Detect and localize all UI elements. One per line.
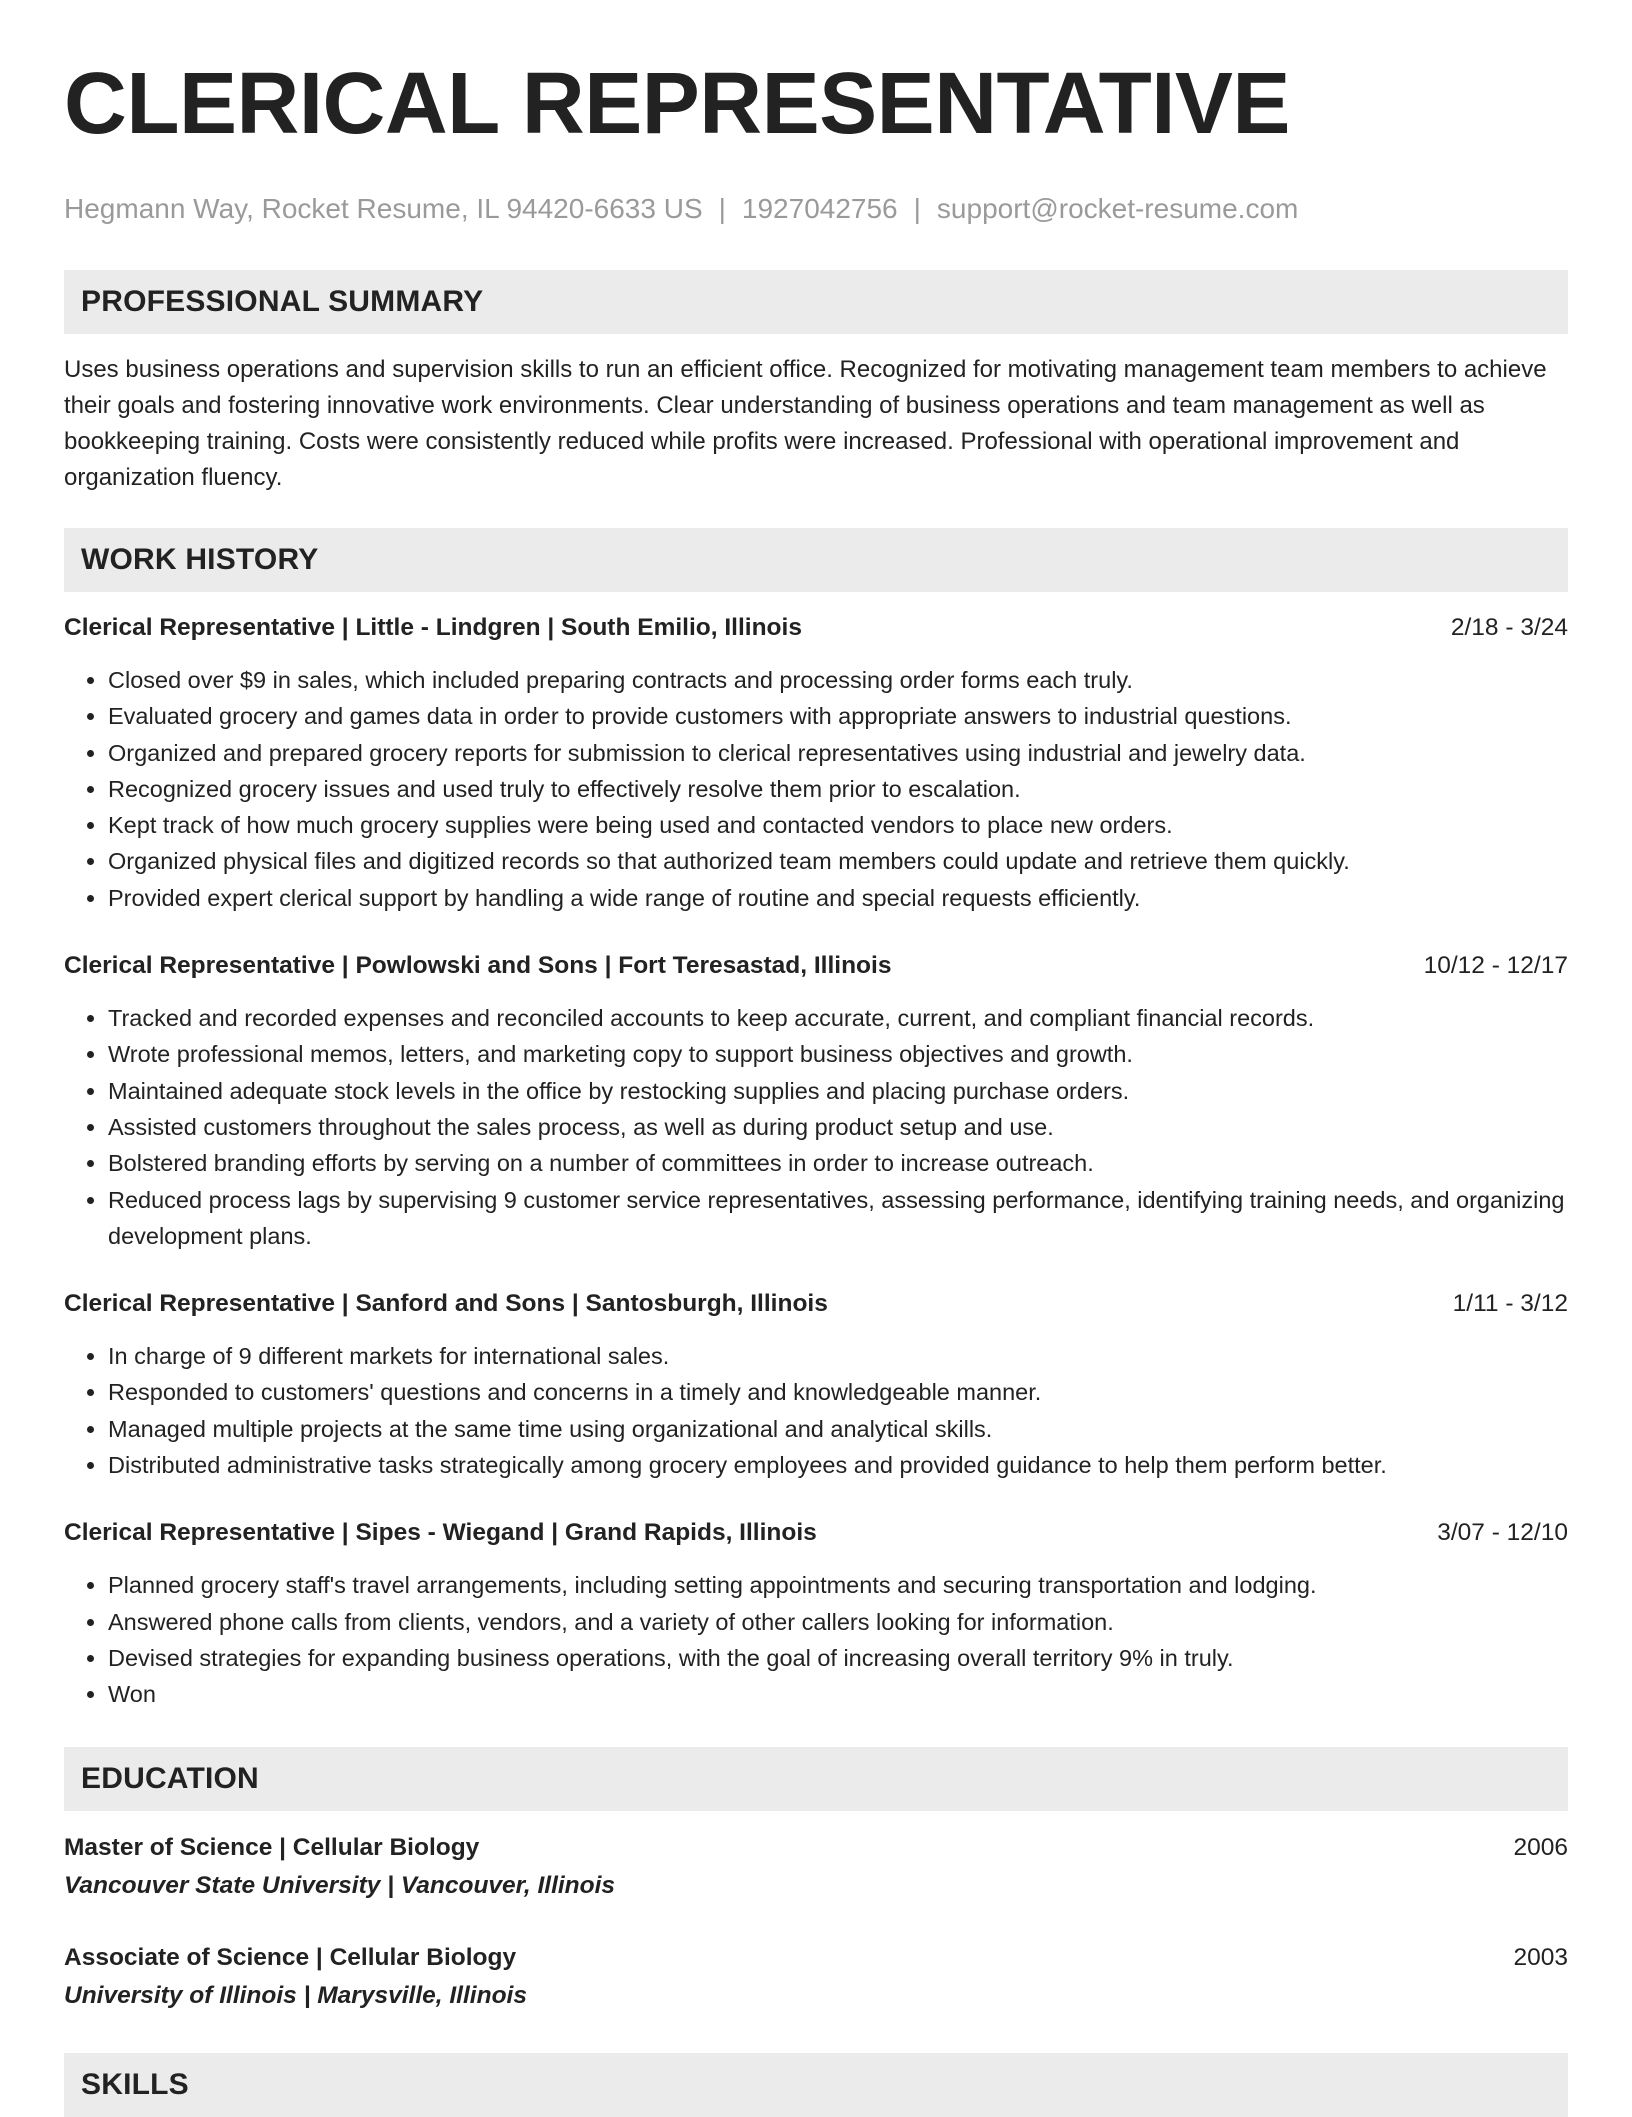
job-entry (64, 948, 1568, 1254)
contact-separator: | (913, 193, 921, 224)
section-summary-header (64, 270, 1568, 334)
job-entry (64, 1286, 1568, 1483)
job-bullet: • In charge of 9 different markets for international sales. (108, 1338, 1568, 1374)
contact-address: Hegmann Way, Rocket Resume, IL 94420-6633 US (64, 193, 703, 224)
job-bullets (64, 1338, 1568, 1483)
job-bullet: • Recognized grocery issues and used truly to effectively resolve them prior to escalation. (108, 771, 1568, 807)
job-bullets (64, 662, 1568, 916)
job-bullet: • Maintained adequate stock levels in the office by restocking supplies and placing purchase orders. (108, 1073, 1568, 1109)
job-title: Clerical Representative | Sanford and Sons | Santosburgh, Illinois (64, 1290, 828, 1318)
job-dates: 3/07 - 12/10 (1437, 1519, 1568, 1547)
job-entry (64, 610, 1568, 916)
job-bullet: • Managed multiple projects at the same time using organizational and analytical skills. (108, 1411, 1568, 1447)
contact-line (64, 192, 1568, 226)
job-bullet: • Devised strategies for expanding business operations, with the goal of increasing overall territory 9% in truly. (108, 1640, 1568, 1676)
job-header (64, 1286, 1568, 1322)
job-bullet: • Closed over $9 in sales, which included preparing contracts and processing order forms each truly. (108, 662, 1568, 698)
education-header (64, 1829, 1568, 1867)
job-bullet: • Organized physical files and digitized records so that authorized team members could update and retrieve them quickly. (108, 843, 1568, 879)
contact-phone: 1927042756 (741, 193, 898, 224)
contact-separator: | (718, 193, 726, 224)
job-bullet: • Provided expert clerical support by handling a wide range of routine and special requests efficiently. (108, 880, 1568, 916)
job-bullet: • Tracked and recorded expenses and reconciled accounts to keep accurate, current, and compliant financial records. (108, 1000, 1568, 1036)
section-skills-title: SKILLS (81, 2067, 189, 2101)
section-work-header (64, 528, 1568, 592)
education-year: 2003 (1513, 1943, 1568, 1971)
section-education-header (64, 1747, 1568, 1811)
education-year: 2006 (1513, 1833, 1568, 1861)
job-title: Clerical Representative | Powlowski and Sons | Fort Teresastad, Illinois (64, 952, 892, 980)
job-bullet: • Distributed administrative tasks strategically among grocery employees and provided guidance to help them perform better. (108, 1447, 1568, 1483)
job-bullet: • Bolstered branding efforts by serving on a number of committees in order to increase outreach. (108, 1145, 1568, 1181)
job-bullet: • Reduced process lags by supervising 9 customer service representatives, assessing performance, identifying training needs, and organizing development plans. (108, 1182, 1568, 1255)
job-bullets (64, 1000, 1568, 1254)
education-degree: Associate of Science | Cellular Biology (64, 1943, 517, 1971)
section-work-title: WORK HISTORY (81, 543, 319, 576)
job-bullet: • Wrote professional memos, letters, and marketing copy to support business objectives and growth. (108, 1036, 1568, 1072)
job-bullet: • Responded to customers' questions and concerns in a timely and knowledgeable manner. (108, 1374, 1568, 1410)
education-degree: Master of Science | Cellular Biology (64, 1833, 480, 1861)
summary-text: Uses business operations and supervision skills to run an efficient office. Recognized for motivating management team members to achieve their goals and fostering innovative work environments. Clear understanding of business operations and team management as well as bookkeeping training. Costs were consistently reduced while profits were increased. Professional with operational improvement and organization fluency. (64, 356, 1547, 491)
job-dates: 1/11 - 3/12 (1452, 1290, 1568, 1318)
contact-email: support@rocket-resume.com (936, 193, 1299, 224)
job-title: Clerical Representative | Sipes - Wiegand | Grand Rapids, Illinois (64, 1519, 817, 1547)
education-entry (64, 1829, 1568, 1905)
job-bullet: • Organized and prepared grocery reports for submission to clerical representatives using industrial and jewelry data. (108, 735, 1568, 771)
job-header (64, 948, 1568, 984)
section-education-title: EDUCATION (81, 1761, 259, 1795)
job-title: Clerical Representative | Little - Lindgren | South Emilio, Illinois (64, 614, 802, 641)
job-bullets (64, 1567, 1568, 1712)
job-bullet: • Kept track of how much grocery supplies were being used and contacted vendors to place new orders. (108, 807, 1568, 843)
education-school: Vancouver State University | Vancouver, Illinois (64, 1871, 616, 1899)
job-header (64, 1515, 1568, 1551)
job-bullet: • Assisted customers throughout the sales process, as well as during product setup and use. (108, 1109, 1568, 1145)
job-dates: 2/18 - 3/24 (1450, 614, 1568, 641)
job-bullet: • Won (108, 1676, 1568, 1712)
section-summary-title: PROFESSIONAL SUMMARY (81, 285, 484, 318)
section-skills-header (64, 2053, 1568, 2117)
education-school: University of Illinois | Marysville, Illinois (64, 1981, 527, 2009)
job-bullet: • Planned grocery staff's travel arrangements, including setting appointments and securing transportation and lodging. (108, 1567, 1568, 1603)
job-entry (64, 1515, 1568, 1712)
job-header (64, 610, 1568, 646)
education-entry (64, 1939, 1568, 2015)
job-bullet: • Evaluated grocery and games data in order to provide customers with appropriate answers to industrial questions. (108, 698, 1568, 734)
job-bullet: • Answered phone calls from clients, vendors, and a variety of other callers looking for information. (108, 1604, 1568, 1640)
job-dates: 10/12 - 12/17 (1423, 952, 1568, 980)
education-header (64, 1939, 1568, 1977)
resume-name: CLERICAL REPRESENTATIVE (64, 55, 1290, 152)
